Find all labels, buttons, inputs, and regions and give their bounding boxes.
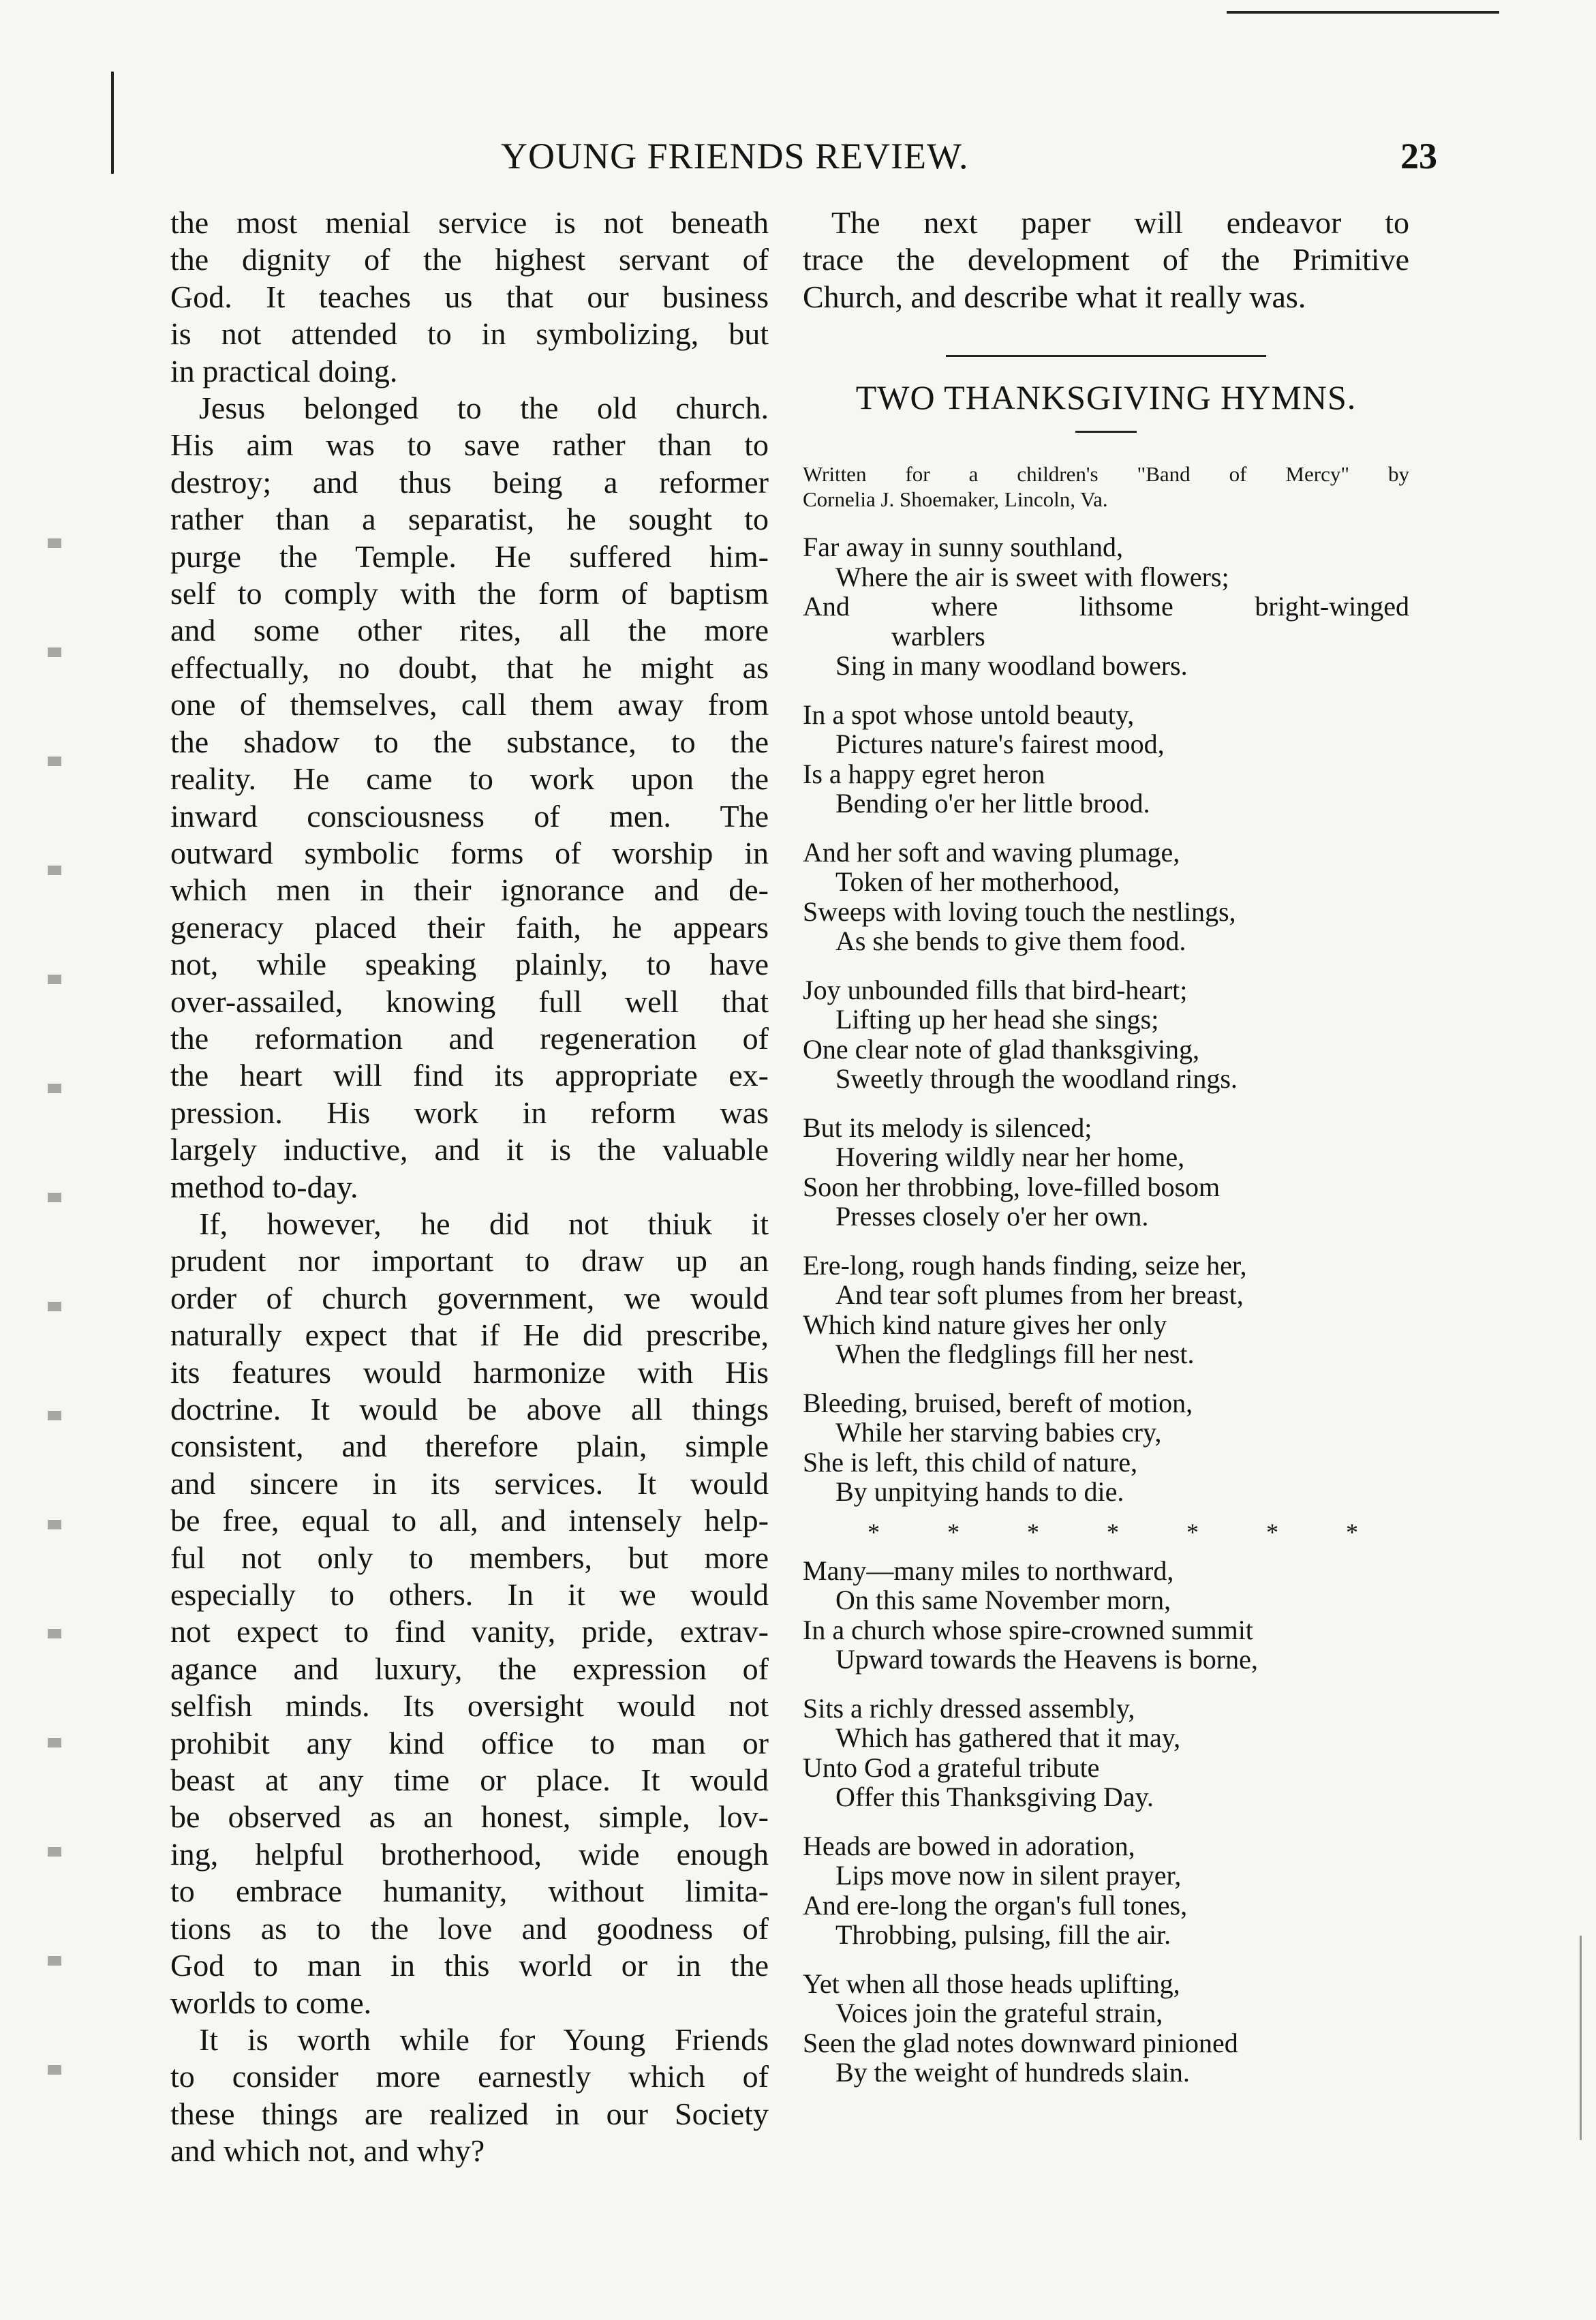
text-line: especially to others. In it we would	[170, 1577, 769, 1613]
running-head	[170, 135, 1437, 189]
verse-line: In a spot whose untold beauty,	[803, 699, 1135, 730]
verse-line: And her soft and waving plumage,	[803, 836, 1180, 868]
text-line: Jesus belonged to the old church.	[199, 391, 769, 426]
stanza	[803, 975, 1409, 1094]
verse-line: Token of her motherhood,	[835, 866, 1120, 898]
text-line: over-assailed, knowing full well that	[170, 983, 769, 1019]
verse-line: warblers	[891, 620, 985, 652]
verse-line: Hovering wildly near her home,	[835, 1142, 1185, 1173]
verse-line: Heads are bowed in adoration,	[803, 1830, 1135, 1861]
text-line: ing, helpful brotherhood, wide enough	[170, 1836, 769, 1872]
stanza	[803, 1388, 1409, 1507]
text-line: doctrine. It would be above all things	[170, 1392, 769, 1426]
text-line: prudent nor important to draw up an	[170, 1243, 769, 1279]
text-line: generacy placed their faith, he appears	[170, 909, 769, 945]
text-line: to consider more earnestly which of	[170, 2059, 769, 2094]
text-line: prohibit any kind office to man or	[170, 1725, 769, 1760]
text-line: not, while speaking plainly, to have	[170, 947, 769, 982]
text-line: It is worth while for Young Friends	[199, 2021, 769, 2057]
right-column	[803, 204, 1409, 2107]
text-line: be free, equal to all, and intensely help-	[170, 1503, 769, 1538]
stanza	[803, 532, 1409, 681]
binding-margin-marks	[48, 477, 61, 2113]
verse-line: Sing in many woodland bowers.	[835, 650, 1188, 682]
verse-line: And where lithsome bright-winged	[803, 591, 1409, 622]
stanza	[803, 1556, 1409, 1675]
text-line: is not attended to in symbolizing, but	[170, 316, 769, 352]
verse-line: Many—many miles to northward,	[803, 1555, 1174, 1586]
verse-line: Which has gathered that it may,	[835, 1722, 1181, 1754]
verse-line: By the weight of hundreds slain.	[835, 2057, 1190, 2088]
text-line: largely inductive, and it is the valuable	[170, 1132, 769, 1167]
verse-line: One clear note of glad thanksgiving,	[803, 1033, 1200, 1065]
text-line: be observed as an honest, simple, lov-	[170, 1799, 769, 1835]
text-line: pression. His work in reform was	[170, 1095, 769, 1130]
text-line: God. It teaches us that our business	[170, 279, 769, 314]
asterisk: *	[1346, 1518, 1358, 1546]
verse-line: Sweetly through the woodland rings.	[835, 1063, 1238, 1095]
left-column	[170, 204, 769, 2170]
verse-line: Where the air is sweet with flowers;	[835, 561, 1229, 592]
closing-paragraph	[803, 204, 1409, 316]
stanza	[803, 1251, 1409, 1369]
verse-line: Voices join the grateful strain,	[835, 1998, 1163, 2029]
text-line: The next paper will endeavor to	[831, 205, 1409, 240]
text-line: order of church government, we would	[170, 1280, 769, 1315]
verse-line: Presses closely o'er her own.	[835, 1201, 1149, 1232]
stanza	[803, 1831, 1409, 1950]
section-divider	[946, 355, 1266, 357]
verse-line: Soon her throbbing, love-filled bosom	[803, 1171, 1221, 1202]
verse-line: Lips move now in silent prayer,	[835, 1860, 1182, 1891]
text-line: tions as to the love and goodness of	[170, 1910, 769, 1946]
scan-edge-rule-top	[1227, 11, 1499, 14]
verse-line: As she bends to give them food.	[835, 926, 1186, 957]
text-line: reality. He came to work upon the	[170, 761, 769, 797]
verse-line: Which kind nature gives her only	[803, 1309, 1167, 1340]
text-line: purge the Temple. He suffered him-	[170, 538, 769, 574]
text-line: method to-day.	[170, 1169, 358, 1204]
text-line: in practical doing.	[170, 353, 398, 388]
byline: Cornelia J. Shoemaker, Lincoln, Va.	[803, 487, 1108, 512]
text-line: the shadow to the substance, to the	[170, 724, 769, 759]
text-line: God to man in this world or in the	[170, 1948, 769, 1983]
verse-line: Sits a richly dressed assembly,	[803, 1692, 1135, 1724]
text-line: the most menial service is not beneath	[170, 205, 769, 240]
stanza	[803, 1113, 1409, 1232]
section-break-asterisks	[868, 1516, 1358, 1548]
poem-title: TWO THANKSGIVING HYMNS.	[855, 378, 1357, 417]
scan-edge-rule-left	[111, 72, 114, 174]
text-line: His aim was to save rather than to	[170, 427, 769, 463]
verse-line: But its melody is silenced;	[803, 1112, 1092, 1143]
verse-line: By unpitying hands to die.	[835, 1476, 1124, 1508]
text-line: these things are realized in our Society	[170, 2096, 769, 2131]
stanza	[803, 838, 1409, 956]
verse-line: Throbbing, pulsing, fill the air.	[835, 1919, 1171, 1951]
text-line: inward consciousness of men. The	[170, 798, 769, 834]
text-line: its features would harmonize with His	[170, 1354, 769, 1390]
verse-line: Pictures nature's fairest mood,	[835, 729, 1165, 760]
text-line: rather than a separatist, he sought to	[170, 502, 769, 537]
verse-line: And tear soft plumes from her breast,	[835, 1279, 1244, 1311]
text-line: Church, and describe what it really was.	[803, 279, 1306, 314]
text-line: one of themselves, call them away from	[170, 687, 769, 722]
text-line: If, however, he did not thiuk it	[199, 1206, 769, 1241]
text-line: to embrace humanity, without limita-	[170, 1874, 769, 1909]
text-line: not expect to find vanity, pride, extrav-	[170, 1614, 769, 1649]
text-line: the reformation and regeneration of	[170, 1020, 769, 1056]
text-line: trace the development of the Primitive	[803, 242, 1409, 277]
text-line: ful not only to members, but more	[170, 1540, 769, 1575]
text-line: and some other rites, all the more	[170, 613, 769, 648]
text-line: consistent, and therefore plain, simple	[170, 1429, 769, 1464]
text-line: outward symbolic forms of worship in	[170, 835, 769, 870]
verse-line: She is left, this child of nature,	[803, 1446, 1138, 1478]
verse-line: On this same November morn,	[835, 1585, 1171, 1616]
verse-line: Bending o'er her little brood.	[835, 788, 1150, 819]
verse-line: When the fledglings fill her nest.	[835, 1339, 1195, 1370]
text-line: worlds to come.	[170, 1985, 372, 2020]
text-line: which men in their ignorance and de-	[170, 872, 769, 908]
asterisk: *	[1027, 1518, 1039, 1546]
text-line: the dignity of the highest servant of	[170, 242, 769, 277]
text-line: selfish minds. Its oversight would not	[170, 1688, 769, 1724]
page-number: 23	[1400, 136, 1437, 177]
asterisk: *	[1266, 1518, 1278, 1546]
verse-line: Is a happy egret heron	[803, 758, 1045, 789]
verse-line: Sweeps with loving touch the nestlings,	[803, 896, 1236, 927]
stanza	[803, 1694, 1409, 1812]
verse-line: Seen the glad notes downward pinioned	[803, 2027, 1238, 2058]
text-line: self to comply with the form of baptism	[170, 576, 769, 611]
asterisk: *	[947, 1518, 960, 1546]
title-dash	[1075, 431, 1137, 433]
byline: Written for a children's "Band of Mercy" by	[803, 462, 1409, 487]
text-line: naturally expect that if He did prescribe,	[170, 1317, 769, 1353]
asterisk: *	[1186, 1518, 1199, 1546]
text-line: beast at any time or place. It would	[170, 1762, 769, 1798]
verse-line: Far away in sunny southland,	[803, 532, 1123, 563]
text-line: the heart will find its appropriate ex-	[170, 1058, 769, 1093]
text-line: and sincere in its services. It would	[170, 1465, 769, 1501]
text-line: destroy; and thus being a reformer	[170, 464, 769, 500]
verse-line: Upward towards the Heavens is borne,	[835, 1644, 1258, 1675]
text-line: effectually, no doubt, that he might as	[170, 650, 769, 685]
stanza	[803, 700, 1409, 819]
scan-edge-right	[1580, 1936, 1582, 2140]
verse-line: And ere-long the organ's full tones,	[803, 1889, 1188, 1921]
text-line: agance and luxury, the expression of	[170, 1651, 769, 1686]
verse-line: In a church whose spire-crowned summit	[803, 1614, 1253, 1645]
verse-line: Yet when all those heads uplifting,	[803, 1968, 1180, 1999]
verse-line: Bleeding, bruised, bereft of motion,	[803, 1387, 1193, 1418]
verse-line: Ere-long, rough hands finding, seize her,	[803, 1249, 1247, 1281]
verse-line: Offer this Thanksgiving Day.	[835, 1782, 1154, 1813]
verse-line: Unto God a grateful tribute	[803, 1752, 1100, 1783]
verse-line: Lifting up her head she sings;	[835, 1004, 1159, 1035]
verse-line: Joy unbounded fills that bird-heart;	[803, 974, 1188, 1005]
verse-line: While her starving babies cry,	[835, 1417, 1162, 1448]
asterisk: *	[1107, 1518, 1119, 1546]
text-line: and which not, and why?	[170, 2133, 485, 2169]
journal-title: YOUNG FRIENDS REVIEW.	[501, 136, 969, 177]
stanza	[803, 1969, 1409, 2088]
asterisk: *	[868, 1518, 880, 1546]
